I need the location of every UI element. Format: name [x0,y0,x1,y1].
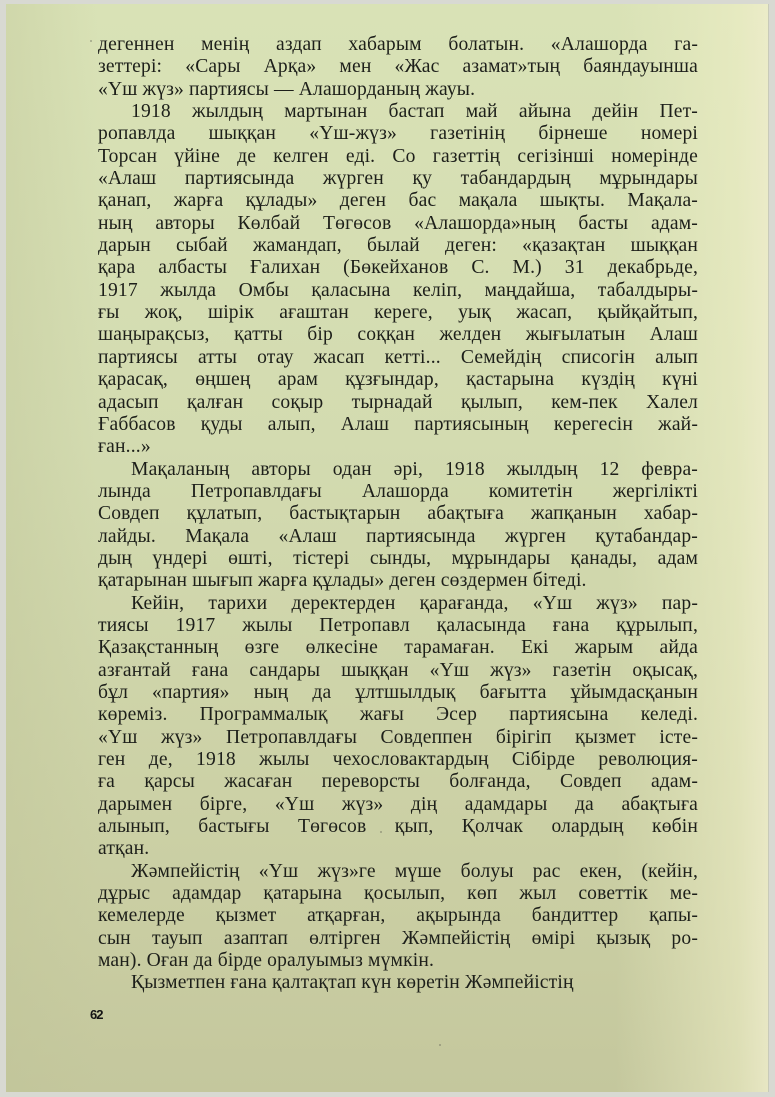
text-line: кемелерде қызмет атқарған, ақырында бандиттер қапы- [98,905,698,927]
book-page [6,4,768,1092]
text-line: ропавлда шыққан «Үш-жүз» газетінің бірнеше номері [98,123,698,145]
text-line: дұрыс адамдар қатарына қосылып, көп жыл советтік ме- [98,883,698,905]
text-line: Қызметпен ғана қалтақтап күн көретін Жәмпейістің [131,972,574,994]
page-number: 62 [90,1007,103,1022]
paper-speck [380,831,382,833]
text-line: лайды. Мақала «Алаш партиясында жүрген қутабандар- [98,525,698,547]
text-line: қарасақ, өңшең арам құзғындар, қастарына күздің күні [98,369,698,391]
paragraph [98,972,698,994]
paragraph [98,101,698,459]
paper-speck [439,1044,441,1046]
body-text [98,34,698,995]
text-line: ғы жоқ, шірік ағаштан кереге, уық жасап, қыйқайтып, [98,302,698,324]
text-line: Жәмпейістің «Үш жүз»ге мүше болуы рас екен, (кейін, [131,860,698,882]
text-line: қанап, жарға құлады» деген бас мақала шықты. Мақала- [98,190,698,212]
text-line: шаңырақсыз, қатты бір соққан желден жығылатын Алаш [98,324,698,346]
text-line: көреміз. Программалық жағы Эсер партиясына келеді. [98,704,698,726]
text-line: лында Петропавлдағы Алашорда комитетін жергілікті [98,480,698,502]
paragraph [98,459,698,593]
text-line: ген де, 1918 жылы чехословактардың Сібірде революция- [98,749,698,770]
text-line: «Алаш партиясында жүрген қу табандардың мұрындары [98,168,698,190]
text-line: ның авторы Көлбай Төгөсов «Алашорда»ның басты адам- [98,212,698,234]
text-line: атқан. [98,838,150,860]
text-line: дарын сыбай жамандап, былай деген: «қазақтан шыққан [98,235,698,257]
text-line: зеттері: «Сары Арқа» мен «Жас азамат»тың баяндауынша [98,56,698,78]
text-line: бұл «партия» ның да ұлтшылдық бағытта ұйымдасқанын [98,681,698,703]
text-line: қатарынан шығып жарға құлады» деген сөздермен бітеді. [98,570,587,592]
text-line: дегеннен менің аздап хабарым болатын. «Алашорда га- [98,34,698,55]
text-line: сын тауып азаптап өлтірген Жәмпейістің өмірі қызық ро- [98,927,698,949]
text-line: Ғаббасов қуды алып, Алаш партиясының керегесін жай- [98,413,698,435]
text-line: дың үндері өшті, тістері сынды, мұрындары қанады, адам [98,547,698,569]
text-line: Торсан үйіне де келген еді. Со газеттің сегізінші номерінде [98,145,698,167]
text-line: партиясы атты отау жасап кетті... Семейдің списогін алып [98,346,698,368]
text-line: дарымен бірге, «Үш жүз» дің адамдары да абақтыға [98,793,698,815]
paragraph [98,861,698,973]
text-line: ған...» [98,436,151,458]
text-line: «Үш жүз» Петропавлдағы Совдеппен бірігіп қызмет істе- [98,726,698,748]
text-line: Мақаланың авторы одан әрі, 1918 жылдың 12 февра- [131,458,698,480]
paragraph [98,593,698,861]
text-line: тиясы 1917 жылы Петропавл қаласында ғана құрылып, [98,614,698,636]
paper-speck [90,40,92,42]
text-line: ға қарсы жасаған переворсты болғанда, Совдеп адам- [98,771,698,793]
paragraph [98,34,698,101]
text-line: «Үш жүз» партиясы — Алашорданың жауы. [98,78,476,100]
text-line: алынып, бастығы Төгөсов қып, Қолчак олардың көбін [98,816,698,838]
text-line: қара албасты Ғалихан (Бөкейханов С. М.) 31 декабрьде, [98,257,698,279]
text-line: Совдеп құлатып, бастықтарын абақтыға жапқанын хабар- [98,503,698,525]
text-line: адасып қалған соқыр тырнадай қылып, кем-пек Халел [98,391,698,413]
text-line: 1917 жылда Омбы қаласына келіп, маңдайша, табалдыры- [98,279,698,301]
text-line: Қазақстанның өзге өлкесіне тарамаған. Екі жарым айда [98,637,698,659]
text-line: 1918 жылдың мартынан бастап май айына дейін Пет- [131,101,698,123]
text-line: ман). Оған да бірде оралуымыз мүмкін. [98,950,435,972]
text-line: азғантай ғана сандары шыққан «Үш жүз» газетін оқысақ, [98,659,698,681]
text-line: Кейін, тарихи деректерден қарағанда, «Үш жүз» пар- [131,592,698,614]
